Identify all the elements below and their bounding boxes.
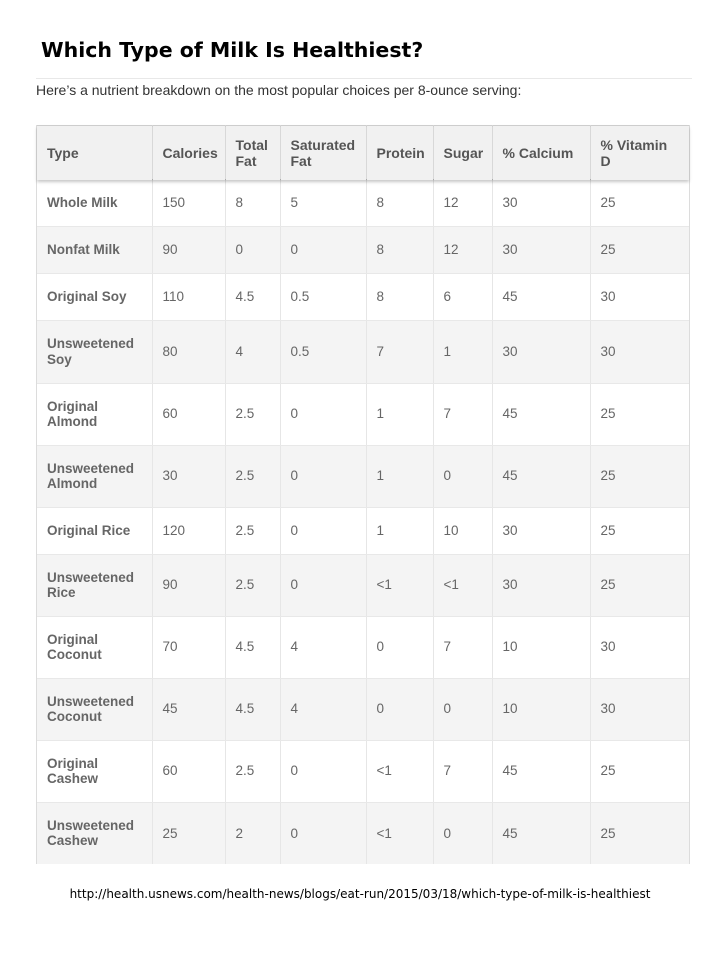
nutrient-value-cell: <1 <box>366 554 433 616</box>
table-row <box>37 383 689 445</box>
table-row <box>37 507 689 554</box>
header-row <box>37 126 689 181</box>
nutrient-value-cell: 8 <box>225 180 280 226</box>
nutrient-value-cell: 25 <box>590 180 689 226</box>
nutrient-value-cell: 25 <box>590 740 689 802</box>
nutrient-value-cell: 10 <box>433 507 492 554</box>
nutrient-value-cell: 45 <box>492 383 590 445</box>
nutrient-value-cell: 45 <box>152 678 225 740</box>
milk-type-cell: Unsweetened Rice <box>37 554 152 616</box>
milk-type-cell: Nonfat Milk <box>37 226 152 273</box>
column-header: Sugar <box>433 126 492 181</box>
nutrient-value-cell: 8 <box>366 180 433 226</box>
nutrient-value-cell: 30 <box>590 678 689 740</box>
table-row <box>37 678 689 740</box>
nutrient-value-cell: 4.5 <box>225 678 280 740</box>
nutrient-value-cell: 1 <box>366 383 433 445</box>
nutrient-value-cell: 2.5 <box>225 383 280 445</box>
nutrient-value-cell: 0 <box>280 802 366 864</box>
nutrient-value-cell: 1 <box>433 320 492 383</box>
nutrient-value-cell: 25 <box>600 825 616 841</box>
nutrient-value-cell: 5 <box>280 180 366 226</box>
nutrient-value-cell: 25 <box>590 383 689 445</box>
page-title: Which Type of Milk Is Healthiest? <box>41 38 424 62</box>
divider <box>36 78 692 79</box>
nutrient-value-cell: 0 <box>280 445 366 507</box>
column-header: % Calcium <box>492 126 590 181</box>
nutrient-value-cell: 30 <box>492 226 590 273</box>
table-row <box>37 320 689 383</box>
milk-type-cell: Unsweetened Almond <box>37 445 152 507</box>
column-header: % Vitamin D <box>590 126 689 181</box>
nutrient-value-cell: 10 <box>492 678 590 740</box>
nutrient-value-cell: 45 <box>492 740 590 802</box>
nutrient-value-cell: 45 <box>492 802 590 864</box>
nutrient-value-cell: <1 <box>366 740 433 802</box>
nutrient-value-cell: 4 <box>225 320 280 383</box>
milk-type-cell: Original Soy <box>37 273 152 320</box>
nutrient-value-cell: 90 <box>152 554 225 616</box>
nutrition-table-container <box>36 125 690 864</box>
nutrient-value-cell: 0.5 <box>280 273 366 320</box>
nutrient-value-cell: 25 <box>590 554 689 616</box>
milk-type-cell: Unsweetened Soy <box>37 320 152 383</box>
nutrient-value-cell: 7 <box>433 740 492 802</box>
table-row <box>37 226 689 273</box>
table-row <box>37 554 689 616</box>
column-header: Protein <box>366 126 433 181</box>
nutrient-value-cell: 25 <box>590 507 689 554</box>
column-header: Calories <box>152 126 225 181</box>
nutrient-value-cell: 25 <box>590 445 689 507</box>
nutrient-value-cell: 30 <box>492 507 590 554</box>
table-body <box>37 180 689 864</box>
nutrient-value-cell: 7 <box>433 383 492 445</box>
nutrient-value-cell: 8 <box>366 226 433 273</box>
nutrient-value-cell: 45 <box>492 445 590 507</box>
milk-type-cell: Original Coconut <box>37 616 152 678</box>
nutrient-value-cell: 2.5 <box>225 507 280 554</box>
nutrient-value-cell: 25 <box>152 802 225 864</box>
nutrient-value-cell: 4.5 <box>225 273 280 320</box>
nutrient-value-cell: 2.5 <box>225 445 280 507</box>
milk-type-cell: Unsweetened Cashew <box>37 802 152 864</box>
nutrition-table <box>37 125 689 864</box>
milk-type-cell: Original Almond <box>37 383 152 445</box>
nutrient-value-cell: 90 <box>152 226 225 273</box>
nutrient-value-cell: 4 <box>280 678 366 740</box>
table-row <box>37 740 689 802</box>
milk-type-cell: Original Cashew <box>37 740 152 802</box>
nutrient-value-cell: 7 <box>433 616 492 678</box>
nutrient-value-cell: 2.5 <box>225 740 280 802</box>
column-header: Type <box>37 126 152 181</box>
nutrient-value-cell: 0 <box>280 507 366 554</box>
nutrient-value-cell: 4 <box>280 616 366 678</box>
nutrient-value-cell: 30 <box>152 445 225 507</box>
table-row <box>37 180 689 226</box>
table-row <box>37 445 689 507</box>
nutrient-value-cell: 7 <box>366 320 433 383</box>
nutrient-value-cell: 0 <box>280 554 366 616</box>
nutrient-value-cell: 12 <box>433 226 492 273</box>
nutrient-value-cell: 30 <box>492 320 590 383</box>
nutrient-value-cell: 0 <box>225 226 280 273</box>
nutrient-value-cell: 1 <box>366 507 433 554</box>
intro-text: Here’s a nutrient breakdown on the most popular choices per 8-ounce serving: <box>36 82 522 98</box>
nutrient-value-cell: 0 <box>280 383 366 445</box>
milk-type-cell: Original Rice <box>37 507 152 554</box>
nutrient-value-cell: 12 <box>433 180 492 226</box>
source-url: http://health.usnews.com/health-news/blogs/eat-run/2015/03/18/which-type-of-milk-is-healthiest <box>69 887 651 901</box>
nutrient-value-cell: 30 <box>590 320 689 383</box>
nutrient-value-cell: 0 <box>433 802 492 864</box>
milk-type-cell: Whole Milk <box>37 180 152 226</box>
nutrient-value-cell: 60 <box>152 383 225 445</box>
nutrient-value-cell: 0 <box>280 226 366 273</box>
nutrient-value-cell: 60 <box>152 740 225 802</box>
nutrient-value-cell: <1 <box>433 554 492 616</box>
nutrient-value-cell: 0 <box>433 678 492 740</box>
nutrient-value-cell: 80 <box>152 320 225 383</box>
nutrient-value-cell: 70 <box>152 616 225 678</box>
nutrient-value-cell: 4.5 <box>225 616 280 678</box>
nutrient-value-cell: 30 <box>590 616 689 678</box>
nutrient-value-cell: 10 <box>492 616 590 678</box>
nutrient-value-cell: 1 <box>366 445 433 507</box>
nutrient-value-cell: 6 <box>433 273 492 320</box>
nutrient-value-cell: 2.5 <box>225 554 280 616</box>
nutrient-value-cell: 30 <box>492 180 590 226</box>
nutrient-value-cell: 45 <box>492 273 590 320</box>
nutrient-value-cell: 0.5 <box>280 320 366 383</box>
table-header <box>37 126 689 181</box>
column-header: Saturated Fat <box>280 126 366 181</box>
column-header: Total Fat <box>225 126 280 181</box>
nutrient-value-cell: 8 <box>366 273 433 320</box>
nutrient-value-cell: 110 <box>152 273 225 320</box>
nutrient-value-cell: 0 <box>366 616 433 678</box>
milk-type-cell: Unsweetened Coconut <box>37 678 152 740</box>
nutrient-value-cell: 120 <box>152 507 225 554</box>
nutrient-value-cell: <1 <box>366 802 433 864</box>
table-row <box>37 802 689 864</box>
nutrient-value-cell: 150 <box>152 180 225 226</box>
nutrient-value-cell: 2 <box>225 802 280 864</box>
nutrient-value-cell: 25 <box>590 226 689 273</box>
nutrient-value-cell: 30 <box>492 554 590 616</box>
nutrient-value-cell: 0 <box>366 678 433 740</box>
table-row <box>37 616 689 678</box>
nutrient-value-cell: 0 <box>433 445 492 507</box>
nutrient-value-cell: 0 <box>280 740 366 802</box>
table-row <box>37 273 689 320</box>
nutrient-value-cell: 30 <box>590 273 689 320</box>
